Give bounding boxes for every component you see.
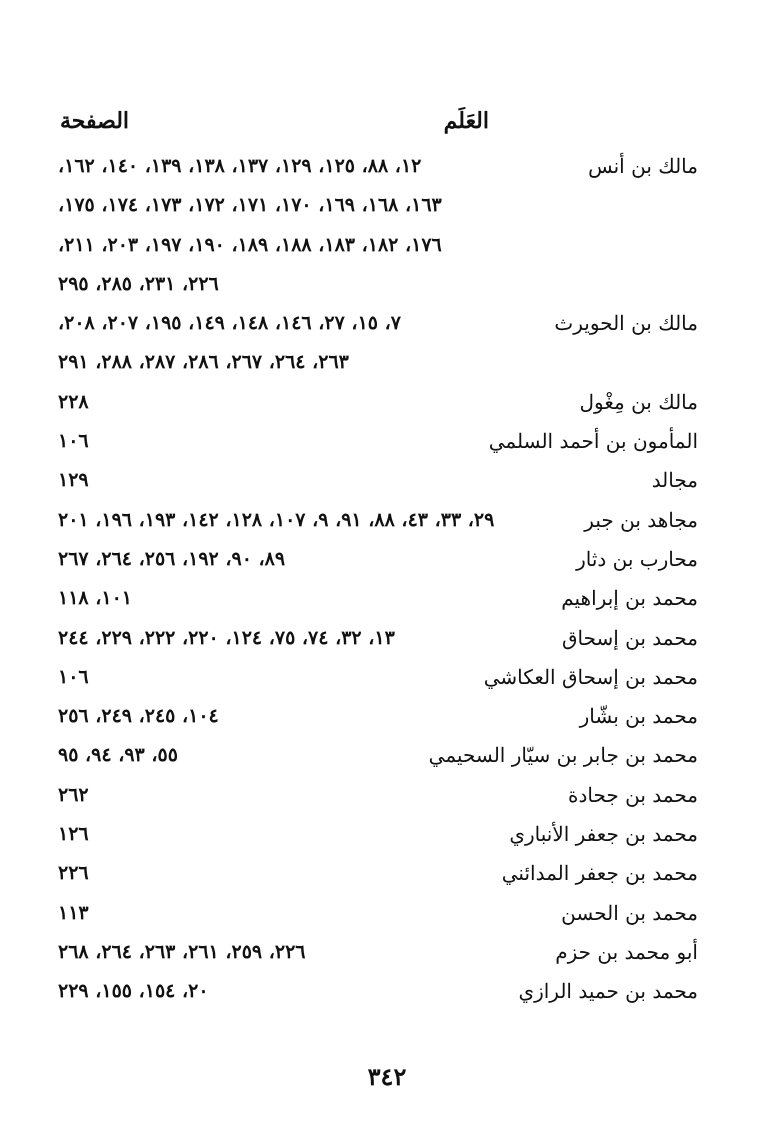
entry-name: محمد بن حميد الرازي (518, 979, 698, 1004)
index-entry-line (58, 895, 698, 934)
index-entry-line (58, 698, 698, 737)
entry-name: مالك بن أنس (588, 154, 698, 178)
index-entry-line (58, 973, 698, 1012)
entry-name: محمد بن بشّار (579, 704, 698, 729)
index-entry-line (58, 580, 698, 619)
entry-name: مجالد (651, 468, 698, 493)
entry-pages: ١٣، ٣٢، ٧٤، ٧٥، ١٢٤، ٢٢٠، ٢٢٢، ٢٢٩، ٢٤٤ (58, 626, 395, 649)
entry-pages: ٢٢٦، ٢٣١، ٢٨٥، ٢٩٥ (58, 272, 219, 295)
entry-pages: ١٠٤، ٢٤٥، ٢٤٩، ٢٥٦ (58, 705, 219, 728)
entry-pages: ١٧٦، ١٨٢، ١٨٣، ١٨٨، ١٨٩، ١٩٠، ١٩٧، ٢٠٣، ٢١١، (58, 233, 442, 256)
entry-pages: ٢٦٢ (58, 783, 89, 806)
index-entry-line (58, 344, 698, 383)
entry-name: مالك بن الحويرث (554, 311, 698, 336)
entry-pages: ١٦٣، ١٦٨، ١٦٩، ١٧٠، ١٧١، ١٧٢، ١٧٣، ١٧٤، ١٧٥، (58, 194, 442, 217)
entry-name: محارب بن دثار (576, 546, 698, 571)
entry-name: محمد بن جحادة (568, 782, 698, 807)
entry-pages: ١٠٦ (58, 430, 89, 453)
entry-name: مالك بن مِغْول (579, 389, 698, 414)
entry-pages: ١١٣ (58, 901, 89, 924)
entry-pages: ١٢٩ (58, 469, 89, 492)
entry-pages: ١٠١، ١١٨ (58, 587, 132, 610)
index-entry-line (58, 187, 698, 226)
index-entry-line (58, 737, 698, 776)
index-entry-line (58, 502, 698, 541)
entry-pages: ١٢، ٨٨، ١٢٥، ١٢٩، ١٣٧، ١٣٨، ١٣٩، ١٤٠، ١٦٢، (58, 155, 422, 177)
index-entry-line (58, 305, 698, 344)
index-entry-line (58, 148, 698, 187)
entry-pages: ٧، ١٥، ٢٧، ١٤٦، ١٤٨، ١٤٩، ١٩٥، ٢٠٧، ٢٠٨، (58, 312, 401, 335)
index-entry-line (58, 423, 698, 462)
index-entry-line (58, 777, 698, 816)
index-entry-line (58, 855, 698, 894)
entry-pages: ٥٥، ٩٣، ٩٤، ٩٥ (58, 744, 178, 767)
entry-pages: ٢٩، ٣٣، ٤٣، ٨٨، ٩١، ٩، ١٠٧، ١٢٨، ١٤٢، ١٩٣، ١٩٦، ٢٠١ (58, 508, 495, 531)
index-entry-line (58, 384, 698, 423)
entry-pages: ٢٦٣، ٢٦٤، ٢٦٧، ٢٨٦، ٢٨٧، ٢٨٨، ٢٩١ (58, 351, 349, 374)
entry-pages: ٨٩، ٩٠، ١٩٢، ٢٥٦، ٢٦٤، ٢٦٧ (58, 547, 286, 570)
entry-pages: ٢٢٨ (58, 390, 89, 413)
index-entry-line (58, 462, 698, 501)
page-column-header: الصفحة (60, 108, 130, 134)
index-entry-line (58, 934, 698, 973)
index-entry-line (58, 541, 698, 580)
entry-name: محمد بن جابر بن سيّار السحيمي (428, 743, 698, 768)
page-number: ٣٤٢ (367, 1062, 407, 1091)
entry-pages: ٢٢٦، ٢٥٩، ٢٦١، ٢٦٣، ٢٦٤، ٢٦٨ (58, 940, 306, 963)
index-entry-line (58, 227, 698, 266)
entry-name: أبو محمد بن حزم (555, 939, 698, 964)
entry-pages: ٢٢٦ (58, 862, 89, 885)
name-column-header: العَلَم (443, 108, 489, 134)
index-entry-line (58, 816, 698, 855)
entry-name: محمد بن الحسن (561, 900, 698, 925)
entry-name: محمد بن جعفر الأنباري (509, 822, 698, 847)
entry-pages: ٢٠، ١٥٤، ١٥٥، ٢٢٩ (58, 980, 209, 1003)
entry-name: المأمون بن أحمد السلمي (488, 429, 698, 454)
index-entry-line (58, 659, 698, 698)
entry-name: محمد بن إسحاق العكاشي (483, 664, 698, 689)
index-entry-line (58, 266, 698, 305)
entry-name: محمد بن إبراهيم (561, 586, 698, 611)
entry-pages: ١٢٦ (58, 823, 89, 846)
index-entries (58, 148, 698, 1013)
entry-name: محمد بن جعفر المدائني (501, 861, 698, 886)
index-entry-line (58, 620, 698, 659)
entry-name: مجاهد بن جبر (584, 507, 698, 532)
entry-pages: ١٠٦ (58, 665, 89, 688)
entry-name: محمد بن إسحاق (561, 625, 698, 650)
